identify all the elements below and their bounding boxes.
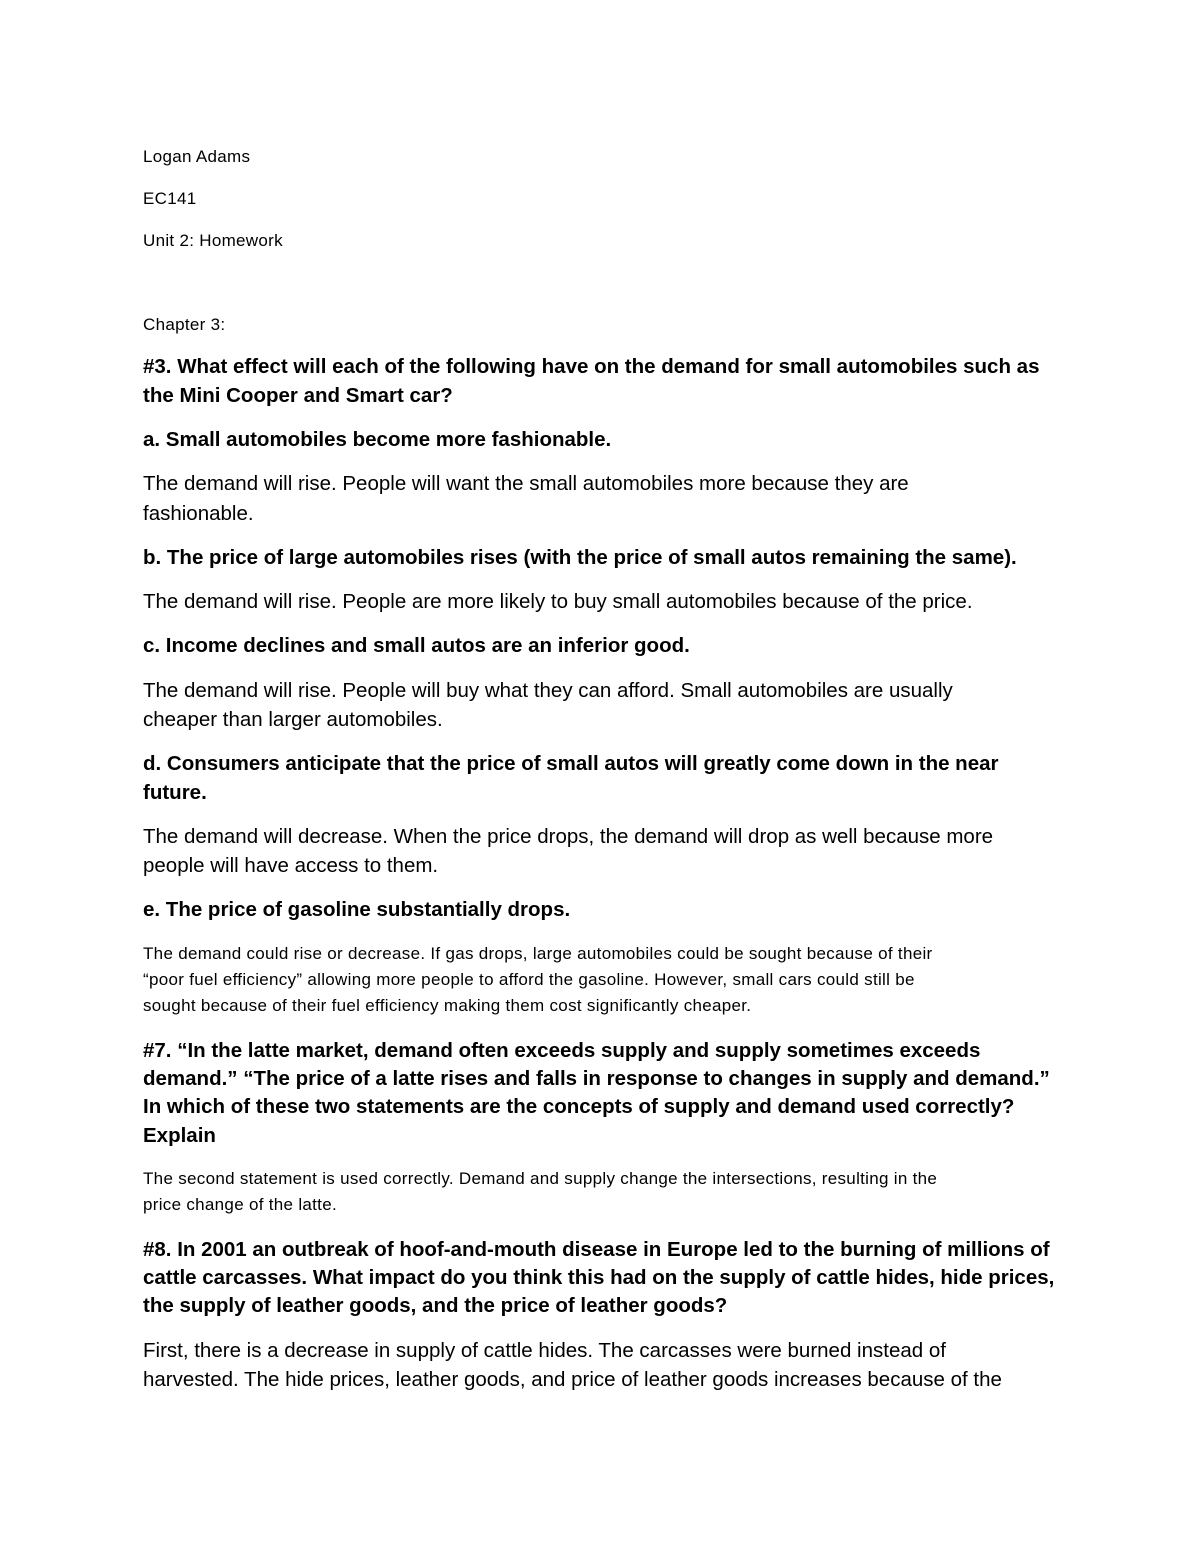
assignment-title: Unit 2: Homework (143, 231, 283, 250)
answer-d-line: The demand will decrease. When the price drops, the demand will drop as well because more (143, 825, 994, 848)
question-text-line: cattle carcasses. What impact do you think this had on the supply of cattle hides, hide prices, (143, 1266, 1055, 1289)
answer-a-line: The demand will rise. People will want the small automobiles more because they are (143, 472, 909, 495)
chapter-heading: Chapter 3: (143, 315, 226, 334)
sub-question-d: d. Consumers anticipate that the price of small autos will greatly come down in the near (143, 752, 999, 775)
answer-d-line: people will have access to them. (143, 854, 439, 877)
question-text-line: demand.” “The price of a latte rises and falls in response to changes in supply and demand.” (143, 1067, 1050, 1090)
answer-line: harvested. The hide prices, leather goods, and price of leather goods increases because of the (143, 1368, 1002, 1391)
answer-e-line: The demand could rise or decrease. If gas drops, large automobiles could be sought because of their (143, 944, 933, 963)
sub-question-a: a. Small automobiles become more fashionable. (143, 428, 612, 451)
answer-c-line: cheaper than larger automobiles. (143, 708, 443, 731)
question-text-line: the Mini Cooper and Smart car? (143, 384, 453, 407)
answer-c-line: The demand will rise. People will buy what they can afford. Small automobiles are usually (143, 679, 953, 702)
sub-question-e: e. The price of gasoline substantially drops. (143, 898, 571, 921)
question-text-line: In which of these two statements are the concepts of supply and demand used correctly? (143, 1095, 1015, 1118)
answer-e-line: “poor fuel efficiency” allowing more people to afford the gasoline. However, small cars could still be (143, 970, 915, 989)
answer-line: price change of the latte. (143, 1195, 337, 1214)
sub-question-d: future. (143, 781, 207, 804)
answer-e-line: sought because of their fuel efficiency making them cost significantly cheaper. (143, 996, 752, 1015)
question-text-line: Explain (143, 1124, 216, 1147)
answer-line: First, there is a decrease in supply of cattle hides. The carcasses were burned instead of (143, 1339, 946, 1362)
answer-b-line: The demand will rise. People are more likely to buy small automobiles because of the price. (143, 590, 973, 613)
answer-line: The second statement is used correctly. Demand and supply change the intersections, resulting in the (143, 1169, 938, 1188)
question-text-line: the supply of leather goods, and the price of leather goods? (143, 1294, 728, 1317)
course-code: EC141 (143, 189, 197, 208)
question-text-line: #3. What effect will each of the following have on the demand for small automobiles such as (143, 355, 1040, 378)
author-name: Logan Adams (143, 147, 251, 166)
sub-question-c: c. Income declines and small autos are an inferior good. (143, 634, 690, 657)
question-text-line: #7. “In the latte market, demand often exceeds supply and supply sometimes exceeds (143, 1039, 981, 1062)
question-text-line: #8. In 2001 an outbreak of hoof-and-mouth disease in Europe led to the burning of millions of (143, 1238, 1050, 1261)
answer-a-line: fashionable. (143, 502, 254, 525)
sub-question-b: b. The price of large automobiles rises (with the price of small autos remaining the same). (143, 546, 1017, 569)
